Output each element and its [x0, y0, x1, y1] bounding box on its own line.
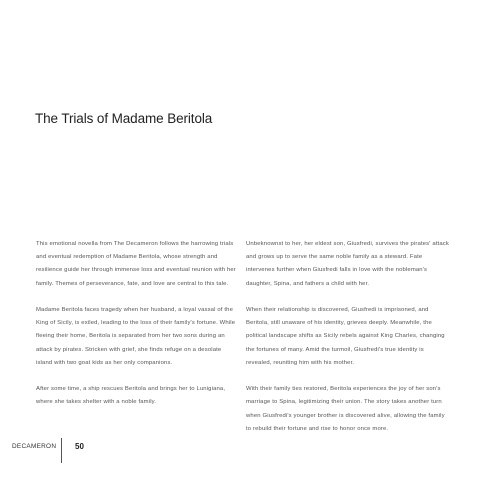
paragraph: With their family ties restored, Beritola experiences the joy of her son's marriage to Spina, legitimizing their union. The story takes another turn when Giusfredi's younger brother is discovered alive, allowing the family to rebuild their fortune and rise to honor once more. [246, 386, 445, 432]
paragraph: When their relationship is discovered, Giusfredi is imprisoned, and Beritola, still unaware of his identity, grieves deeply. Meanwhile, the political landscape shifts as Sicily rebels against King Charles, changing the fortunes of many. Amid the turmoil, Giusfredi's true identity is revealed, reuniting him with his mother. [246, 307, 445, 366]
section-name: DECAMERON [12, 443, 57, 450]
page-title: The Trials of Madame Beritola [35, 111, 213, 126]
right-text-column [246, 238, 450, 449]
page-number: 50 [75, 442, 84, 451]
paragraph: Madame Beritola faces tragedy when her husband, a loyal vassal of the King of Sicily, is exiled, leading to the loss of their family's fortune. While fleeing their home, Beritola is separated from her two sons during an attack by pirates. Stricken with grief, she finds refuge on a desolate island with two goat kids as her only companions. [36, 307, 236, 366]
paragraph: This emotional novella from The Decameron follows the harrowing trials and eventual redemption of Madame Beritola, whose strength and resilience guide her through immense loss and eventual reunion with her family. Themes of perseverance, fate, and love are central to this tale. [36, 241, 236, 287]
paragraph: Unbeknownst to her, her eldest son, Giusfredi, survives the pirates' attack and grows up to serve the same noble family as a steward. Fate intervenes further when Giusfredi falls in love with the nobleman's daughter, Spina, and fathers a child with her. [246, 241, 449, 287]
page-footer [12, 438, 132, 463]
left-text-column [36, 238, 236, 423]
footer-divider [61, 438, 62, 463]
paragraph: After some time, a ship rescues Beritola and brings her to Lunigiana, where she takes shelter with a noble family. [36, 386, 226, 406]
